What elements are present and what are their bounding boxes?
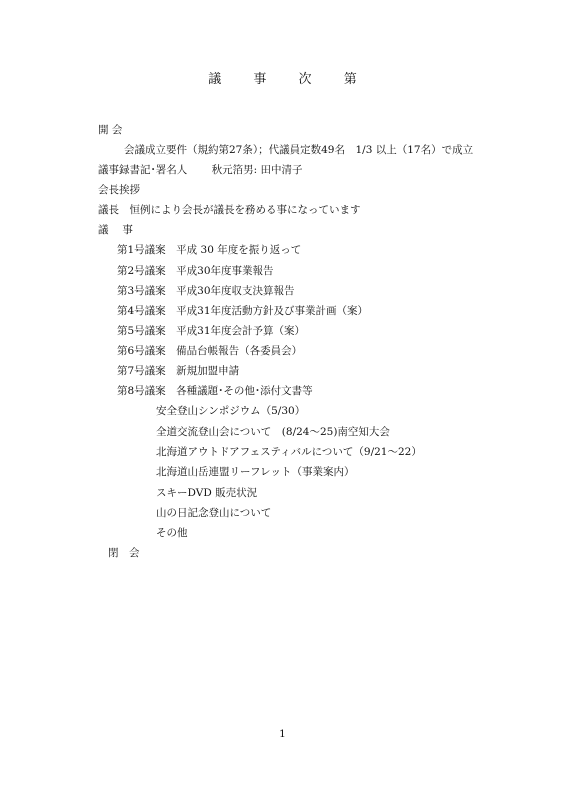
agenda-item-4: 第4号議案 平成31年度活動方針及び事業計画（案） — [117, 305, 369, 317]
agenda-heading: 議 事 — [98, 224, 133, 236]
chair-greeting-line: 会長挨拶 — [98, 184, 140, 196]
page-title: 議 事 次 第 — [208, 72, 371, 87]
agenda-item-7: 第7号議案 新規加盟申請 — [117, 365, 240, 377]
agenda-item-2: 第2号議案 平成30年度事業報告 — [117, 265, 274, 277]
sub-item-ski-dvd: スキーDVD 販売状況 — [156, 487, 258, 499]
opening-heading: 開 会 — [98, 124, 123, 136]
agenda-item-1: 第1号議案 平成 30 年度を振り返って — [117, 244, 302, 256]
agenda-item-8: 第8号議案 各種議題･その他･添付文書等 — [117, 385, 313, 397]
sub-item-outdoor-festival: 北海道アウトドアフェスティバルについて（9/21～22） — [156, 446, 422, 458]
page-number: 1 — [279, 728, 286, 740]
sub-item-other: その他 — [156, 527, 188, 539]
agenda-item-6: 第6号議案 備品台帳報告（各委員会） — [117, 345, 303, 357]
agenda-item-3: 第3号議案 平成30年度収支決算報告 — [117, 285, 295, 297]
minutes-secretary-line: 議事録書記･署名人 秋元箔男: 田中清子 — [98, 164, 303, 176]
sub-item-leaflet: 北海道山岳連盟リーフレット（事業案内） — [156, 466, 355, 478]
sub-item-safety-symposium: 安全登山シンポジウム（5/30） — [156, 405, 306, 417]
agenda-item-5: 第5号議案 平成31年度会計予算（案） — [117, 325, 306, 337]
closing-heading: 閉 会 — [108, 547, 140, 559]
sub-item-exchange-climb: 全道交流登山会について (8/24～25)南空知大会 — [156, 426, 390, 438]
chairperson-line: 議長 恒例により会長が議長を務める事になっています — [98, 204, 361, 216]
quorum-line: 会議成立要件（規約第27条）；代議員定数49名 1/3 以上（17名）で成立 — [124, 144, 474, 156]
sub-item-mountain-day: 山の日記念登山について — [156, 507, 272, 519]
